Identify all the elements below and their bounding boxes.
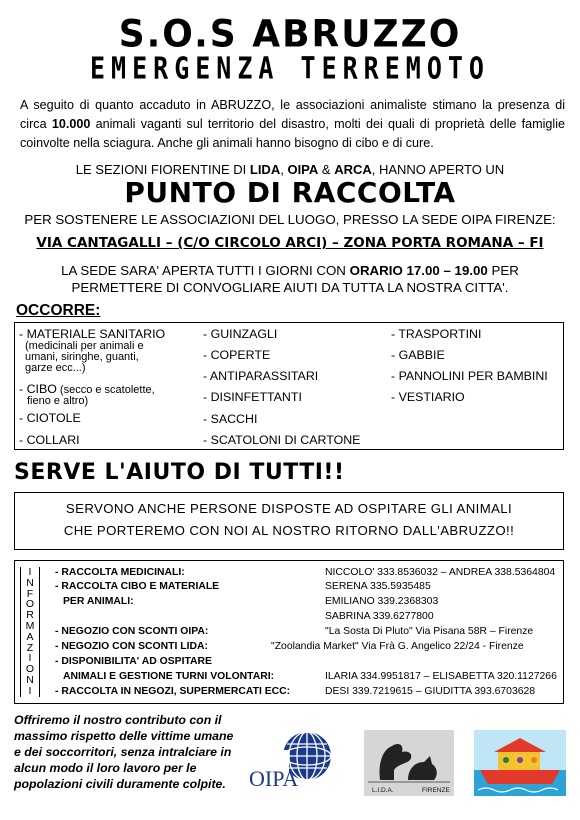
sezioni-oipa: OIPA (287, 162, 319, 177)
list-item: - DISINFETTANTI (203, 390, 302, 404)
orario-post: PER (487, 263, 519, 278)
info-row-contact: "La Sosta Di Pluto" Via Pisana 58R – Firenze (325, 626, 534, 637)
orario-line-1 (0, 262, 580, 279)
lida-logo-city: FIRENZE (422, 787, 450, 794)
list-item: - COLLARI (19, 433, 80, 447)
info-row-contact: SABRINA 339.6277800 (325, 611, 434, 622)
item-sub (19, 341, 165, 374)
info-row-label: - NEGOZIO CON SCONTI OIPA: (55, 626, 209, 637)
divider (20, 567, 21, 697)
lida-logo-text: L.I.D.A. (372, 787, 394, 794)
item-sub-line: garze ecc...) (25, 362, 86, 374)
vertical-letter: I (28, 566, 32, 578)
item-suffix: (secco e scatolette, (56, 384, 155, 396)
vertical-letter: F (26, 587, 34, 600)
list-item (19, 383, 155, 407)
list-item: - TRASPORTINI (391, 327, 482, 341)
arca-logo (474, 730, 566, 796)
intro-text-2: animali vaganti sul territorio del disastro, molti dei quali di proprietà delle famiglie coinvolte nella sciagura. Anche gli animali hanno bisogno di cibo e di cure. (20, 117, 565, 150)
item-label: - MATERIALE SANITARIO (19, 327, 166, 341)
vertical-letter: N (26, 576, 34, 589)
list-item: - GABBIE (391, 348, 445, 362)
info-row-contact: SERENA 335.5935485 (325, 581, 431, 592)
orario-hours: ORARIO 17.00 – 19.00 (349, 263, 488, 278)
orario-line-2: PERMETTERE DI CONVOGLIARE AIUTI DA TUTTA LA NOSTRA CITTA'. (71, 280, 509, 295)
address-line: VIA CANTAGALLI – (C/O CIRCOLO ARCI) – ZONA PORTA ROMANA – FI (36, 235, 544, 251)
intro-text-1: A seguito di quanto accaduto in ABRUZZO, le associazioni animaliste stimano la presenza di circa (20, 98, 565, 131)
ospitare-line-1: SERVONO ANCHE PERSONE DISPOSTE AD OSPITARE GLI ANIMALI (65, 501, 513, 516)
oipa-logo (247, 730, 353, 794)
list-item: - ANTIPARASSITARI (203, 369, 319, 383)
vertical-letter: A (26, 630, 34, 643)
orario-pre: LA SEDE SARA' APERTA TUTTI I GIORNI CON (61, 263, 350, 278)
list-item: - PANNOLINI PER BAMBINI (391, 369, 548, 383)
info-row-label: - RACCOLTA IN NEGOZI, SUPERMERCATI ECC: (55, 686, 291, 697)
info-row-contact: "Zoolandia Market" Via Frà G. Angelico 22/24 - Firenze (271, 641, 524, 652)
punto-raccolta-heading: PUNTO DI RACCOLTA (124, 176, 456, 209)
list-item (19, 328, 165, 374)
info-row-contact: EMILIANO 339.2368303 (325, 596, 439, 607)
vertical-letter: M (25, 619, 35, 632)
item-sub-line: fieno e altro) (27, 395, 89, 407)
list-item: - SACCHI (203, 412, 258, 426)
page-title: S.O.S ABRUZZO (118, 12, 462, 57)
intro-paragraph (20, 96, 565, 153)
info-row-label: - RACCOLTA CIBO E MATERIALE (55, 581, 220, 592)
page-subtitle: EMERGENZA TERREMOTO (90, 51, 490, 86)
occorre-heading: OCCORRE: (16, 302, 101, 319)
list-item: - GUINZAGLI (203, 327, 278, 341)
footer-text: Offriremo il nostro contributo con il massimo rispetto delle vittime umane e dei soccorritori, senza intralciare in alcun modo il loro lavoro per le popolazioni civili duramente colpite. (14, 713, 234, 791)
oipa-logo-text: OIPA (249, 766, 299, 791)
info-row-label: - DISPONIBILITA' AD OSPITARE (55, 656, 212, 667)
list-item: - CIOTOLE (19, 411, 81, 425)
ospitare-box (14, 492, 564, 550)
serve-heading: SERVE L'AIUTO DI TUTTI!! (14, 460, 345, 485)
arca-ark-icon (474, 730, 566, 796)
sezioni-sep2: & (318, 162, 335, 177)
info-row-label: PER ANIMALI: (63, 596, 134, 607)
lida-dog-cat-icon (364, 730, 454, 796)
vertical-letter: O (25, 663, 35, 676)
item-sub-line: (medicinali per animali e (25, 340, 144, 352)
sezioni-arca: ARCA (334, 162, 372, 177)
informazioni-box (14, 560, 564, 704)
sezioni-lida: LIDA (249, 162, 281, 177)
list-item: - COPERTE (203, 348, 271, 362)
vertical-letter: R (26, 609, 34, 622)
vertical-letter: I (28, 652, 32, 665)
info-row-contact: NICCOLO' 333.8536032 – ANDREA 338.5364804 (325, 567, 556, 578)
sezioni-line (0, 162, 580, 177)
vertical-letter: I (28, 684, 32, 697)
list-item: - VESTIARIO (391, 390, 465, 404)
sezioni-pre: LE SEZIONI FIORENTINE DI (75, 162, 250, 177)
occorre-box (14, 322, 564, 450)
item-label: - CIBO (19, 382, 57, 396)
oipa-globe-icon (247, 730, 353, 794)
vertical-letter: N (26, 673, 34, 686)
ospitare-line-2: CHE PORTEREMO CON NOI AL NOSTRO RITORNO DALL'ABRUZZO!! (63, 523, 515, 538)
sostenere-line: PER SOSTENERE LE ASSOCIAZIONI DEL LUOGO, PRESSO LA SEDE OIPA FIRENZE: (24, 212, 556, 227)
informazioni-vertical-label (23, 567, 37, 697)
info-row-label: ANIMALI E GESTIONE TURNI VOLONTARI: (63, 671, 275, 682)
info-row-contact: DESI 339.7219615 – GIUDITTA 393.6703628 (325, 686, 536, 697)
vertical-letter: Z (26, 641, 34, 654)
lida-logo (364, 730, 454, 796)
divider (39, 567, 40, 697)
sezioni-sep1: , (280, 162, 288, 177)
orario-block (0, 262, 580, 296)
info-row-label: - NEGOZIO CON SCONTI LIDA: (55, 641, 208, 652)
info-row-label: - RACCOLTA MEDICINALI: (55, 567, 185, 578)
list-item: - SCATOLONI DI CARTONE (203, 433, 361, 447)
intro-number: 10.000 (51, 117, 91, 131)
sezioni-post: , HANNO APERTO UN (371, 162, 505, 177)
item-sub-line: umani, siringhe, guanti, (25, 351, 139, 363)
vertical-letter: O (25, 598, 35, 611)
info-row-contact: ILARIA 334.9951817 – ELISABETTA 320.1127266 (325, 671, 557, 682)
